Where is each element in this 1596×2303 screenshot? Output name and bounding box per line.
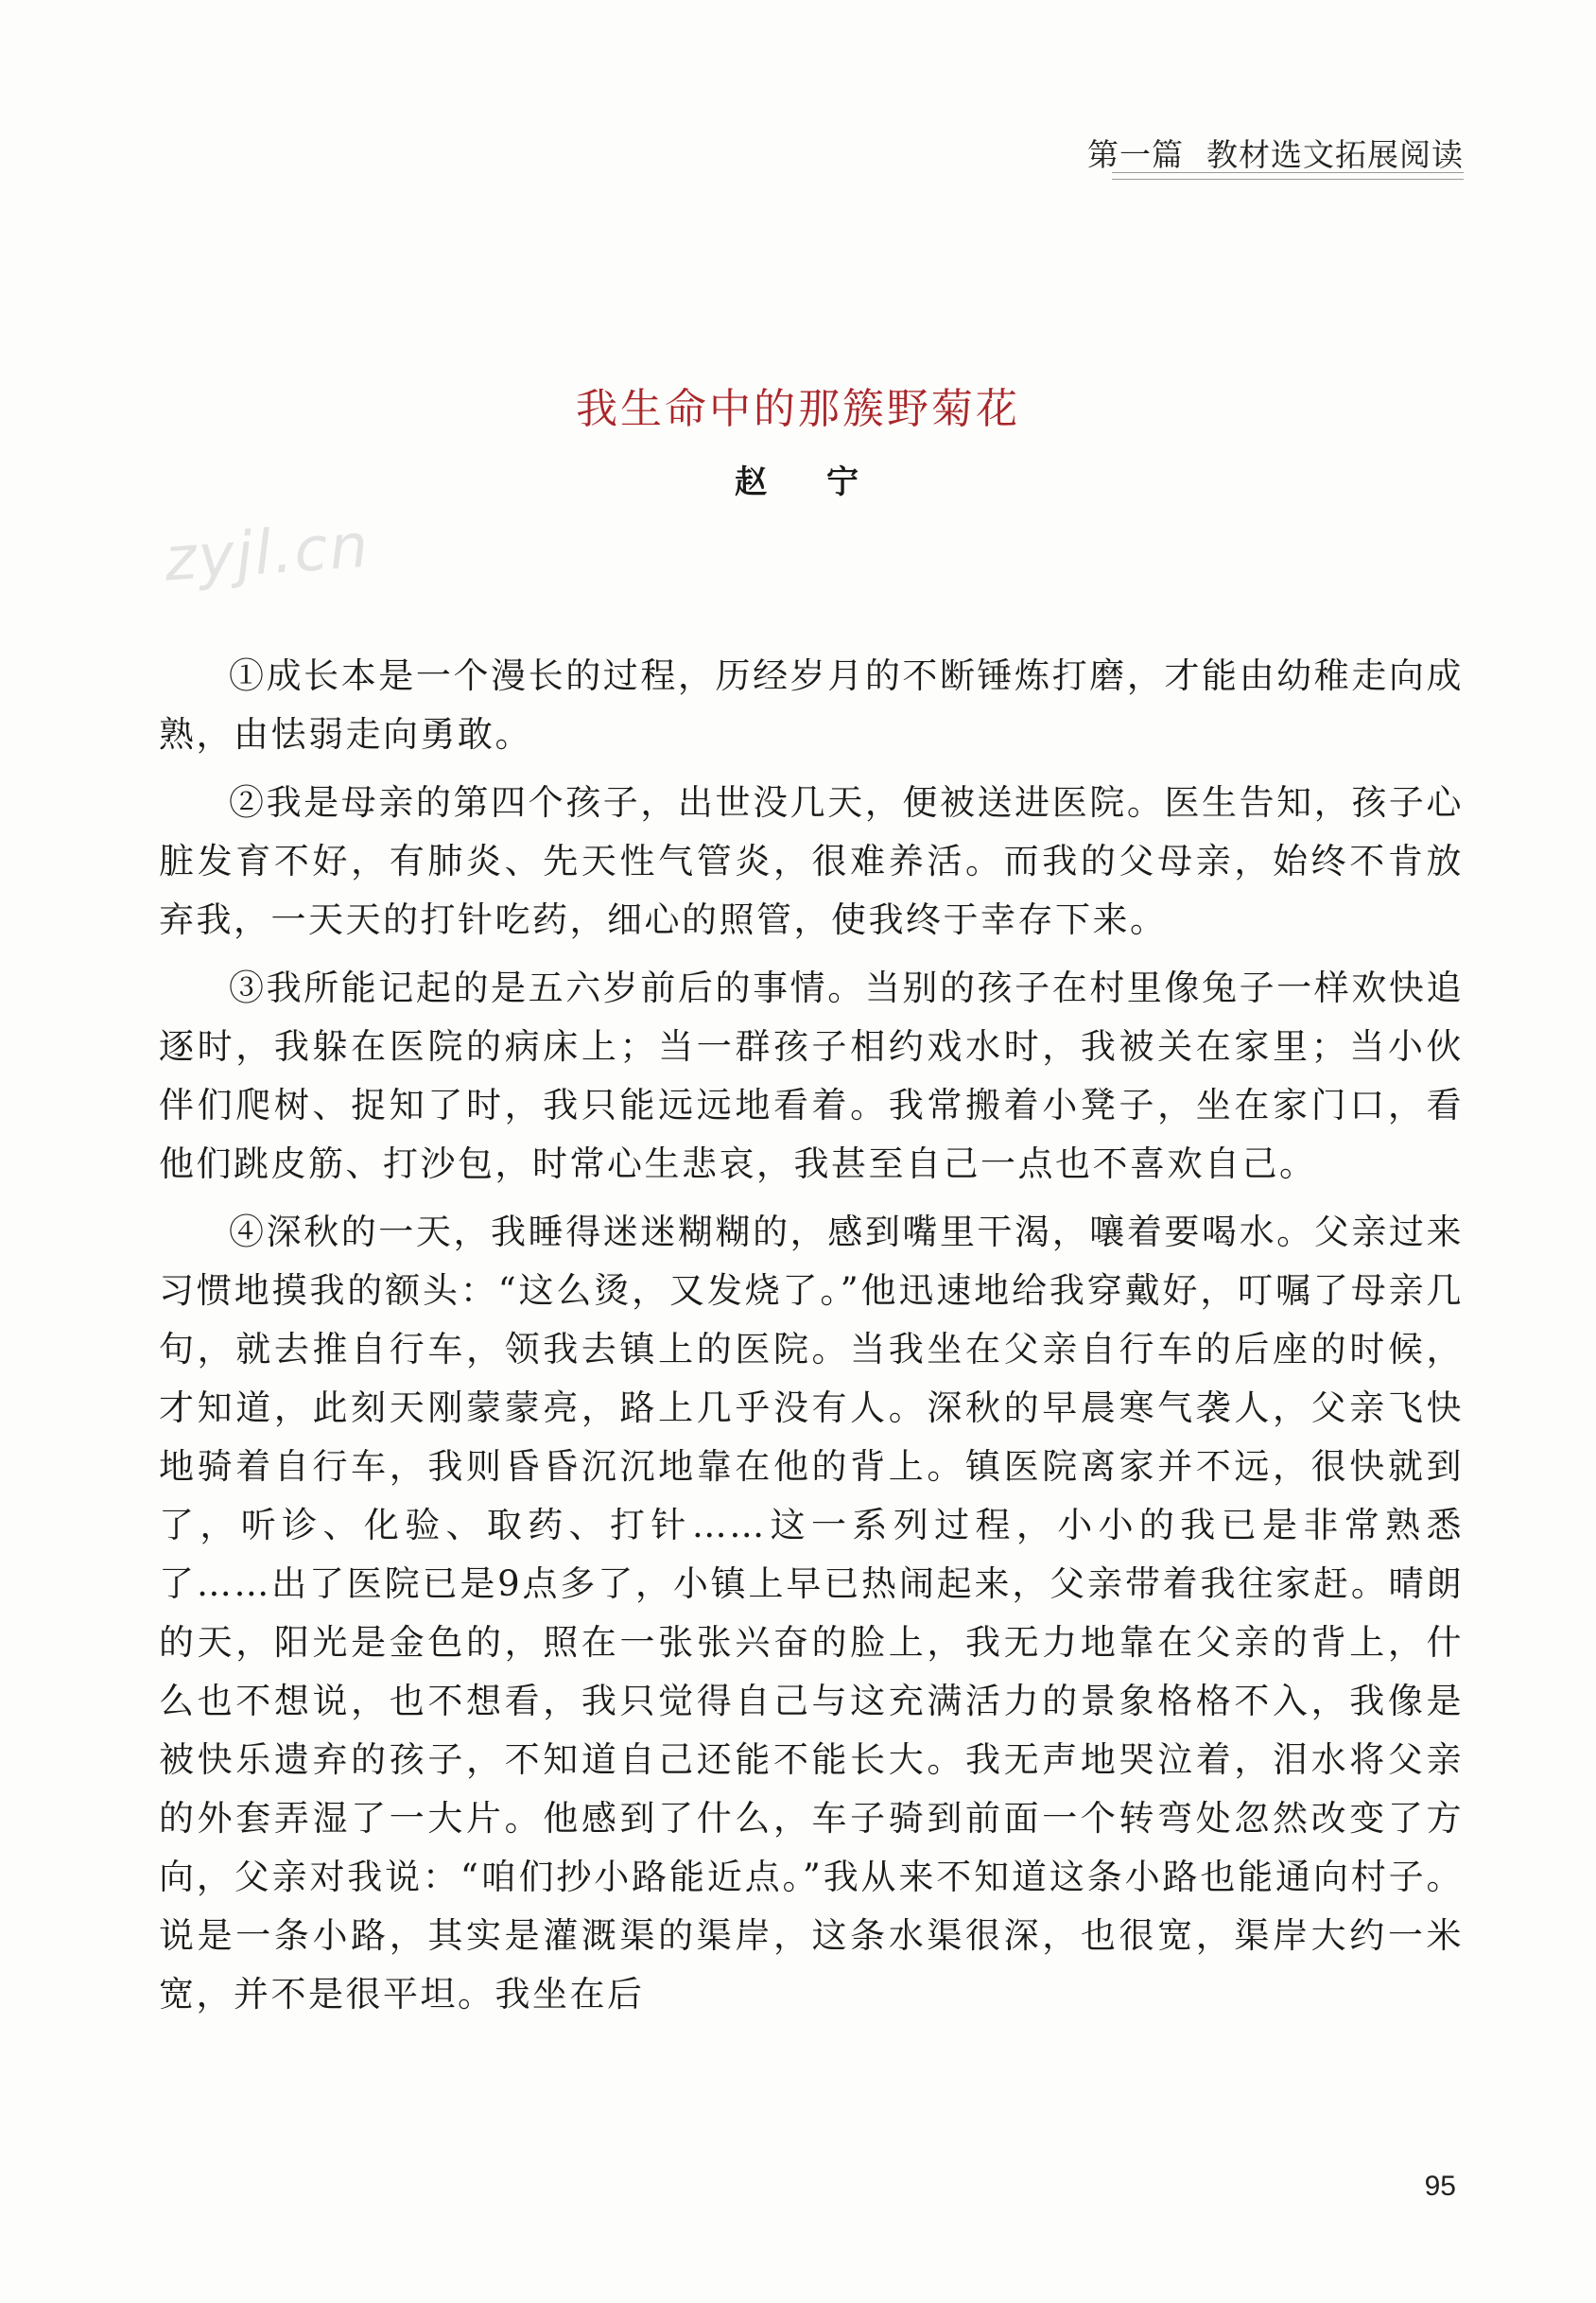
page-number: 95	[1424, 2171, 1456, 2202]
header-rule	[1112, 172, 1464, 180]
paragraph-4: ④深秋的一天，我睡得迷迷糊糊的，感到嘴里干渴，嚷着要喝水。父亲过来习惯地摸我的额头：“这么烫，又发烧了。”他迅速地给我穿戴好，叮嘱了母亲几句，就去推自行车，领我去镇上的医院。当我坐在父亲自行车的后座的时候，才知道，此刻天刚蒙蒙亮，路上几乎没有人。深秋的早晨寒气袭人，父亲飞快地骑着自行车，我则昏昏沉沉地靠在他的背上。镇医院离家并不远，很快就到了，听诊、化验、取药、打针……这一系列过程，小小的我已是非常熟悉了……出了医院已是9点多了，小镇上早已热闹起来，父亲带着我往家赶。晴朗的天，阳光是金色的，照在一张张兴奋的脸上，我无力地靠在父亲的背上，什么也不想说，也不想看，我只觉得自己与这充满活力的景象格格不入，我像是被快乐遗弃的孩子，不知道自己还能不能长大。我无声地哭泣着，泪水将父亲的外套弄湿了一大片。他感到了什么，车子骑到前面一个转弯处忽然改变了方向，父亲对我说：“咱们抄小路能近点。”我从来不知道这条小路也能通向村子。说是一条小路，其实是灌溉渠的渠岸，这条水渠很深，也很宽，渠岸大约一米宽，并不是很平坦。我坐在后	[159, 1212, 1464, 2015]
section-title: 教材选文拓展阅读	[1206, 136, 1464, 173]
running-header	[1087, 131, 1464, 175]
section-label: 第一篇	[1087, 136, 1184, 173]
watermark: zyjl.cn	[162, 511, 373, 596]
article-author	[0, 456, 1596, 502]
paragraph-2: ②我是母亲的第四个孩子，出世没几天，便被送进医院。医生告知，孩子心脏发育不好，有肺炎、先天性气管炎，很难养活。而我的父母亲，始终不肯放弃我，一天天的打针吃药，细心的照管，使我终于幸存下来。	[159, 782, 1464, 940]
paragraph-1: ①成长本是一个漫长的过程，历经岁月的不断锤炼打磨，才能由幼稚走向成熟，由怯弱走向勇敢。	[159, 655, 1464, 755]
author-first-char: 赵	[735, 463, 770, 501]
article-title: 我生命中的那簇野菊花	[576, 385, 1020, 433]
author-second-char: 宁	[826, 463, 861, 501]
paragraph-3: ③我所能记起的是五六岁前后的事情。当别的孩子在村里像兔子一样欢快追逐时，我躲在医院的病床上；当一群孩子相约戏水时，我被关在家里；当小伙伴们爬树、捉知了时，我只能远远地看着。我常搬着小凳子，坐在家门口，看他们跳皮筋、打沙包，时常心生悲哀，我甚至自己一点也不喜欢自己。	[159, 968, 1464, 1184]
article-body	[159, 647, 1464, 2033]
